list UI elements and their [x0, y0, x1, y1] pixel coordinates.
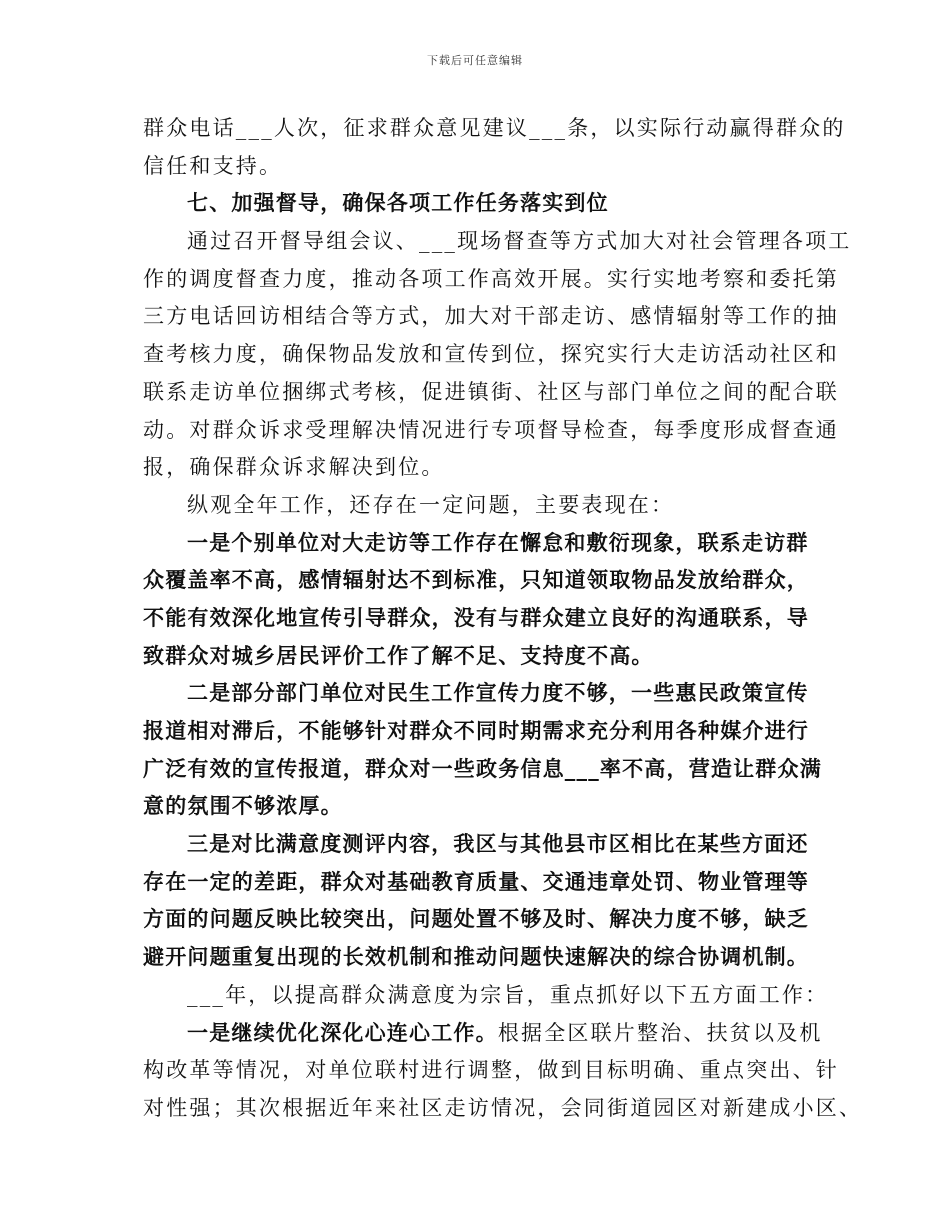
bold-paragraph-line: 不能有效深化地宣传引导群众，没有与群众建立良好的沟通联系，导 [143, 605, 809, 630]
text-line: 对性强；其次根据近年来社区走访情况，会同街道园区对新建成小区、 [143, 1095, 863, 1120]
bold-paragraph-line: 一是个别单位对大走访等工作存在懈怠和敷衍现象，联系走访群 [187, 530, 809, 555]
text-line: 三方电话回访相结合等方式，加大对干部走访、感情辐射等工作的抽 [143, 304, 839, 329]
bold-paragraph-line: 三是对比满意度测评内容，我区与其他县市区相比在某些方面还 [187, 832, 809, 857]
text-line: 联系走访单位捆绑式考核，促进镇街、社区与部门单位之间的配合联 [143, 379, 839, 404]
paragraph-first-line: 通过召开督导组会议、___现场督查等方式加大对社会管理各项工 [187, 229, 852, 254]
bold-paragraph-line: 致群众对城乡居民评价工作了解不足、支持度不高。 [143, 643, 654, 668]
bold-paragraph-line: 广泛有效的宣传报道，群众对一些政务信息___率不高，营造让群众满 [143, 756, 822, 781]
bold-paragraph-line: 避开问题重复出现的长效机制和推动问题快速解决的综合协调机制。 [143, 945, 809, 970]
text-line: 作的调度督查力度，推动各项工作高效开展。实行实地考察和委托第 [143, 266, 839, 291]
document-body [143, 110, 863, 1128]
text-line: 查考核力度，确保物品发放和宣传到位，探究实行大走访活动社区和 [143, 342, 839, 367]
bold-paragraph-line: 众覆盖率不高，感情辐射达不到标准，只知道领取物品发放给群众， [143, 568, 809, 593]
page-header: 下载后可任意编辑 [427, 54, 523, 67]
paragraph-first-line: 纵观全年工作，还存在一定问题，主要表现在： [187, 492, 675, 517]
lead-bold-phrase: 一是继续优化深化心连心工作。 [187, 1020, 498, 1045]
text-line: 报，确保群众诉求解决到位。 [143, 455, 445, 480]
paragraph-first-line: ___年，以提高群众满意度为宗旨，重点抓好以下五方面工作： [187, 982, 829, 1007]
bold-paragraph-line: 二是部分部门单位对民生工作宣传力度不够，一些惠民政策宣传 [187, 681, 809, 706]
section-heading: 七、加强督导，确保各项工作任务落实到位 [187, 191, 609, 216]
bold-paragraph-line: 意的氛围不够浓厚。 [143, 794, 343, 819]
text-line: 动。对群众诉求受理解决情况进行专项督导检查，每季度形成督查通 [143, 417, 839, 442]
bold-paragraph-line: 方面的问题反映比较突出，问题处置不够及时、解决力度不够，缺乏 [143, 907, 809, 932]
bold-paragraph-line: 存在一定的差距，群众对基础教育质量、交通违章处罚、物业管理等 [143, 869, 809, 894]
bold-paragraph-line: 报道相对滞后，不能够针对群众不同时期需求充分利用各种媒介进行 [143, 719, 809, 743]
text-line: 信任和支持。 [143, 153, 283, 178]
paragraph-first-line [143, 1015, 823, 1053]
text-line: 群众电话___人次，征求群众意见建议___条，以实际行动赢得群众的 [143, 116, 846, 140]
text-line: 构改革等情况，对单位联村进行调整，做到目标明确、重点突出、针 [143, 1058, 839, 1083]
lead-rest-text: 根据全区联片整治、扶贫以及机 [497, 1020, 823, 1045]
